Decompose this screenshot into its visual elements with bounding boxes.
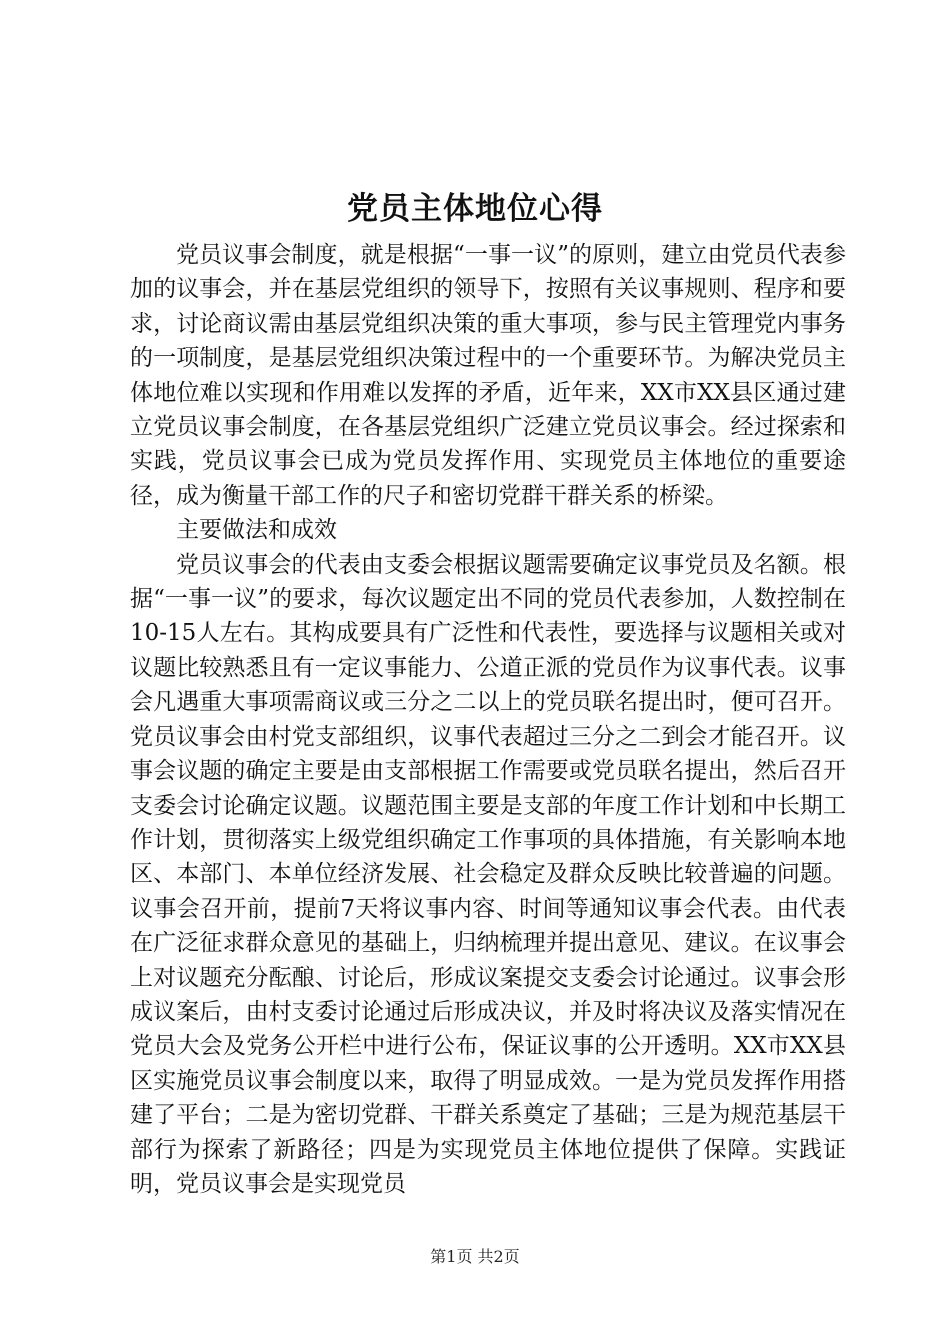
paragraph-practice: 党员议事会的代表由支委会根据议题需要确定议事党员及名额。根据“一事一议”的要求，每次议题定出不同的党员代表参加，人数控制在10-15人左右。其构成要具有广泛性和代表性，要选择与议题相关或对议题比较熟悉且有一定议事能力、公道正派的党员作为议事代表。议事会凡遇重大事项需商议或三分之二以上的党员联名提出时，便可召开。党员议事会由村党支部组织，议事代表超过三分之二到会才能召开。议事会议题的确定主要是由支部根据工作需要或党员联名提出，然后召开支委会讨论确定议题。议题范围主要是支部的年度工作计划和中长期工作计划，贯彻落实上级党组织确定工作事项的具体措施，有关影响本地区、本部门、本单位经济发展、社会稳定及群众反映比较普遍的问题。议事会召开前，提前7天将议事内容、时间等通知议事会代表。由代表在广泛征求群众意见的基础上，归纳梳理并提出意见、建议。在议事会上对议题充分酝酿、讨论后，形成议案提交支委会讨论通过。议事会形成议案后，由村支委讨论通过后形成决议，并及时将决议及落实情况在党员大会及党务公开栏中进行公布，保证议事的公开透明。XX市XX县区实施党员议事会制度以来，取得了明显成效。一是为党员发挥作用搭建了平台；二是为密切党群、干群关系奠定了基础；三是为规范基层干部行为探索了新路径；四是为实现党员主体地位提供了保障。实践证明，党员议事会是实现党员 (130, 551, 846, 1197)
paragraph-intro: 党员议事会制度，就是根据“一事一议”的原则，建立由党员代表参加的议事会，并在基层党组织的领导下，按照有关议事规则、程序和要求，讨论商议需由基层党组织决策的重大事项，参与民主管理党内事务的一项制度，是基层党组织决策过程中的一个重要环节。为解决党员主体地位难以实现和作用难以发挥的矛盾，近年来，XX市XX县区通过建立党员议事会制度，在各基层党组织广泛建立党员议事会。经过探索和实践，党员议事会已成为党员发挥作用、实现党员主体地位的重要途径，成为衡量干部工作的尺子和密切党群干群关系的桥梁。 (130, 242, 846, 509)
page-number: 第1页 共2页 (430, 1247, 520, 1266)
document-body (130, 238, 846, 1201)
section-heading: 主要做法和成效 (176, 517, 337, 544)
document-title: 党员主体地位心得 (347, 191, 603, 227)
